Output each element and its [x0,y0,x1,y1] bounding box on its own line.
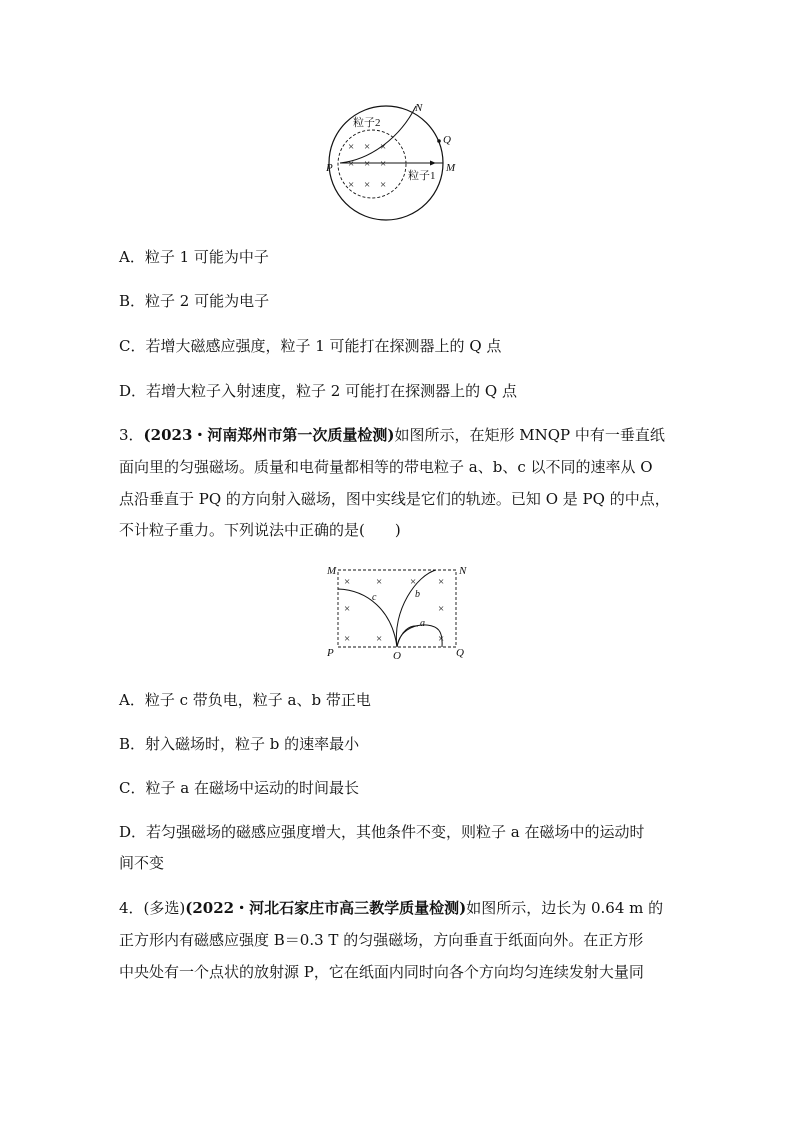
svg-text:×: × [438,633,445,645]
q2-option-b: B．粒子 2 可能为电子 [119,292,270,310]
svg-text:×: × [380,158,387,170]
q3-option-c: C．粒子 a 在磁场中运动的时间最长 [119,779,359,797]
svg-text:×: × [376,633,383,645]
point-P-label: P [326,162,333,174]
q2-option-d: D．若增大粒子入射速度，粒子 2 可能打在探测器上的 Q 点 [119,382,517,400]
q4-stem-text1: 如图所示，边长为 0.64 m 的 [466,899,664,917]
svg-text:×: × [344,576,351,588]
q3-option-a: A．粒子 c 带负电，粒子 a、b 带正电 [119,691,371,709]
svg-text:×: × [348,158,355,170]
q3-stem-line4: 不计粒子重力。下列说法中正确的是( ) [119,521,401,539]
svg-text:×: × [344,633,351,645]
q3-option-b: B．射入磁场时，粒子 b 的速率最小 [119,735,360,753]
corner-P-label: P [327,647,334,659]
q4-stem-line2: 正方形内有磁感应强度 B＝0.3 T 的匀强磁场，方向垂直于纸面向外。在正方形 [119,931,644,949]
point-O-label: O [393,650,401,662]
figure-rectangle-field [322,560,474,664]
q3-stem-text1: 如图所示，在矩形 MNQP 中有一垂直纸 [394,426,665,444]
q4-stem-line3: 中央处有一个点状的放射源 P，它在纸面内同时向各个方向均匀连续发射大量同 [119,963,644,981]
q4-stem-line1 [119,897,679,919]
svg-text:×: × [364,179,371,191]
q4-prefix: (多选) [143,899,186,917]
q3-number: 3． [119,426,144,444]
svg-text:×: × [438,576,445,588]
svg-text:×: × [364,141,371,153]
q3-stem-line1 [119,424,679,446]
svg-text:×: × [380,179,387,191]
trajectory-a-label: a [420,618,425,629]
q3-stem-line3: 点沿垂直于 PQ 的方向射入磁场，图中实线是它们的轨迹。已知 O 是 PQ 的中点， [119,490,670,508]
trajectory-b-label: b [415,589,420,600]
field-crosses [348,141,386,191]
corner-Q-label: Q [456,647,464,659]
point-N-label: N [415,102,423,114]
q4-number: 4． [119,899,144,917]
point-M-label: M [446,162,456,174]
svg-text:×: × [376,576,383,588]
corner-M-label: M [327,565,337,577]
particle1-label: 粒子1 [408,170,436,182]
point-Q-label: Q [443,134,451,146]
q3-option-d-line2: 间不变 [119,854,165,872]
particle1-arrow [430,161,436,166]
point-Q-dot [437,139,441,143]
particle2-label: 粒子2 [353,117,381,129]
corner-N-label: N [459,565,467,577]
trajectory-small [397,626,418,647]
q4-source: (2022・河北石家庄市高三教学质量检测) [185,899,467,917]
svg-text:×: × [344,603,351,615]
q3-stem-line2: 面向里的匀强磁场。质量和电荷量都相等的带电粒子 a、b、c 以不同的速率从 O [119,458,653,476]
q3-option-d-line1: D．若匀强磁场的磁感应强度增大，其他条件不变，则粒子 a 在磁场中的运动时 [119,823,645,841]
svg-text:×: × [348,179,355,191]
svg-text:×: × [380,141,387,153]
q2-option-a: A．粒子 1 可能为中子 [119,248,269,266]
figure-circle-detector [320,98,470,223]
svg-text:×: × [364,158,371,170]
svg-text:×: × [438,603,445,615]
svg-text:×: × [348,141,355,153]
svg-text:×: × [410,576,417,588]
q2-option-c: C．若增大磁感应强度，粒子 1 可能打在探测器上的 Q 点 [119,337,502,355]
particle2-track [340,106,416,163]
trajectory-c-label: c [372,592,377,603]
q3-source: (2023・河南郑州市第一次质量检测) [143,426,395,444]
